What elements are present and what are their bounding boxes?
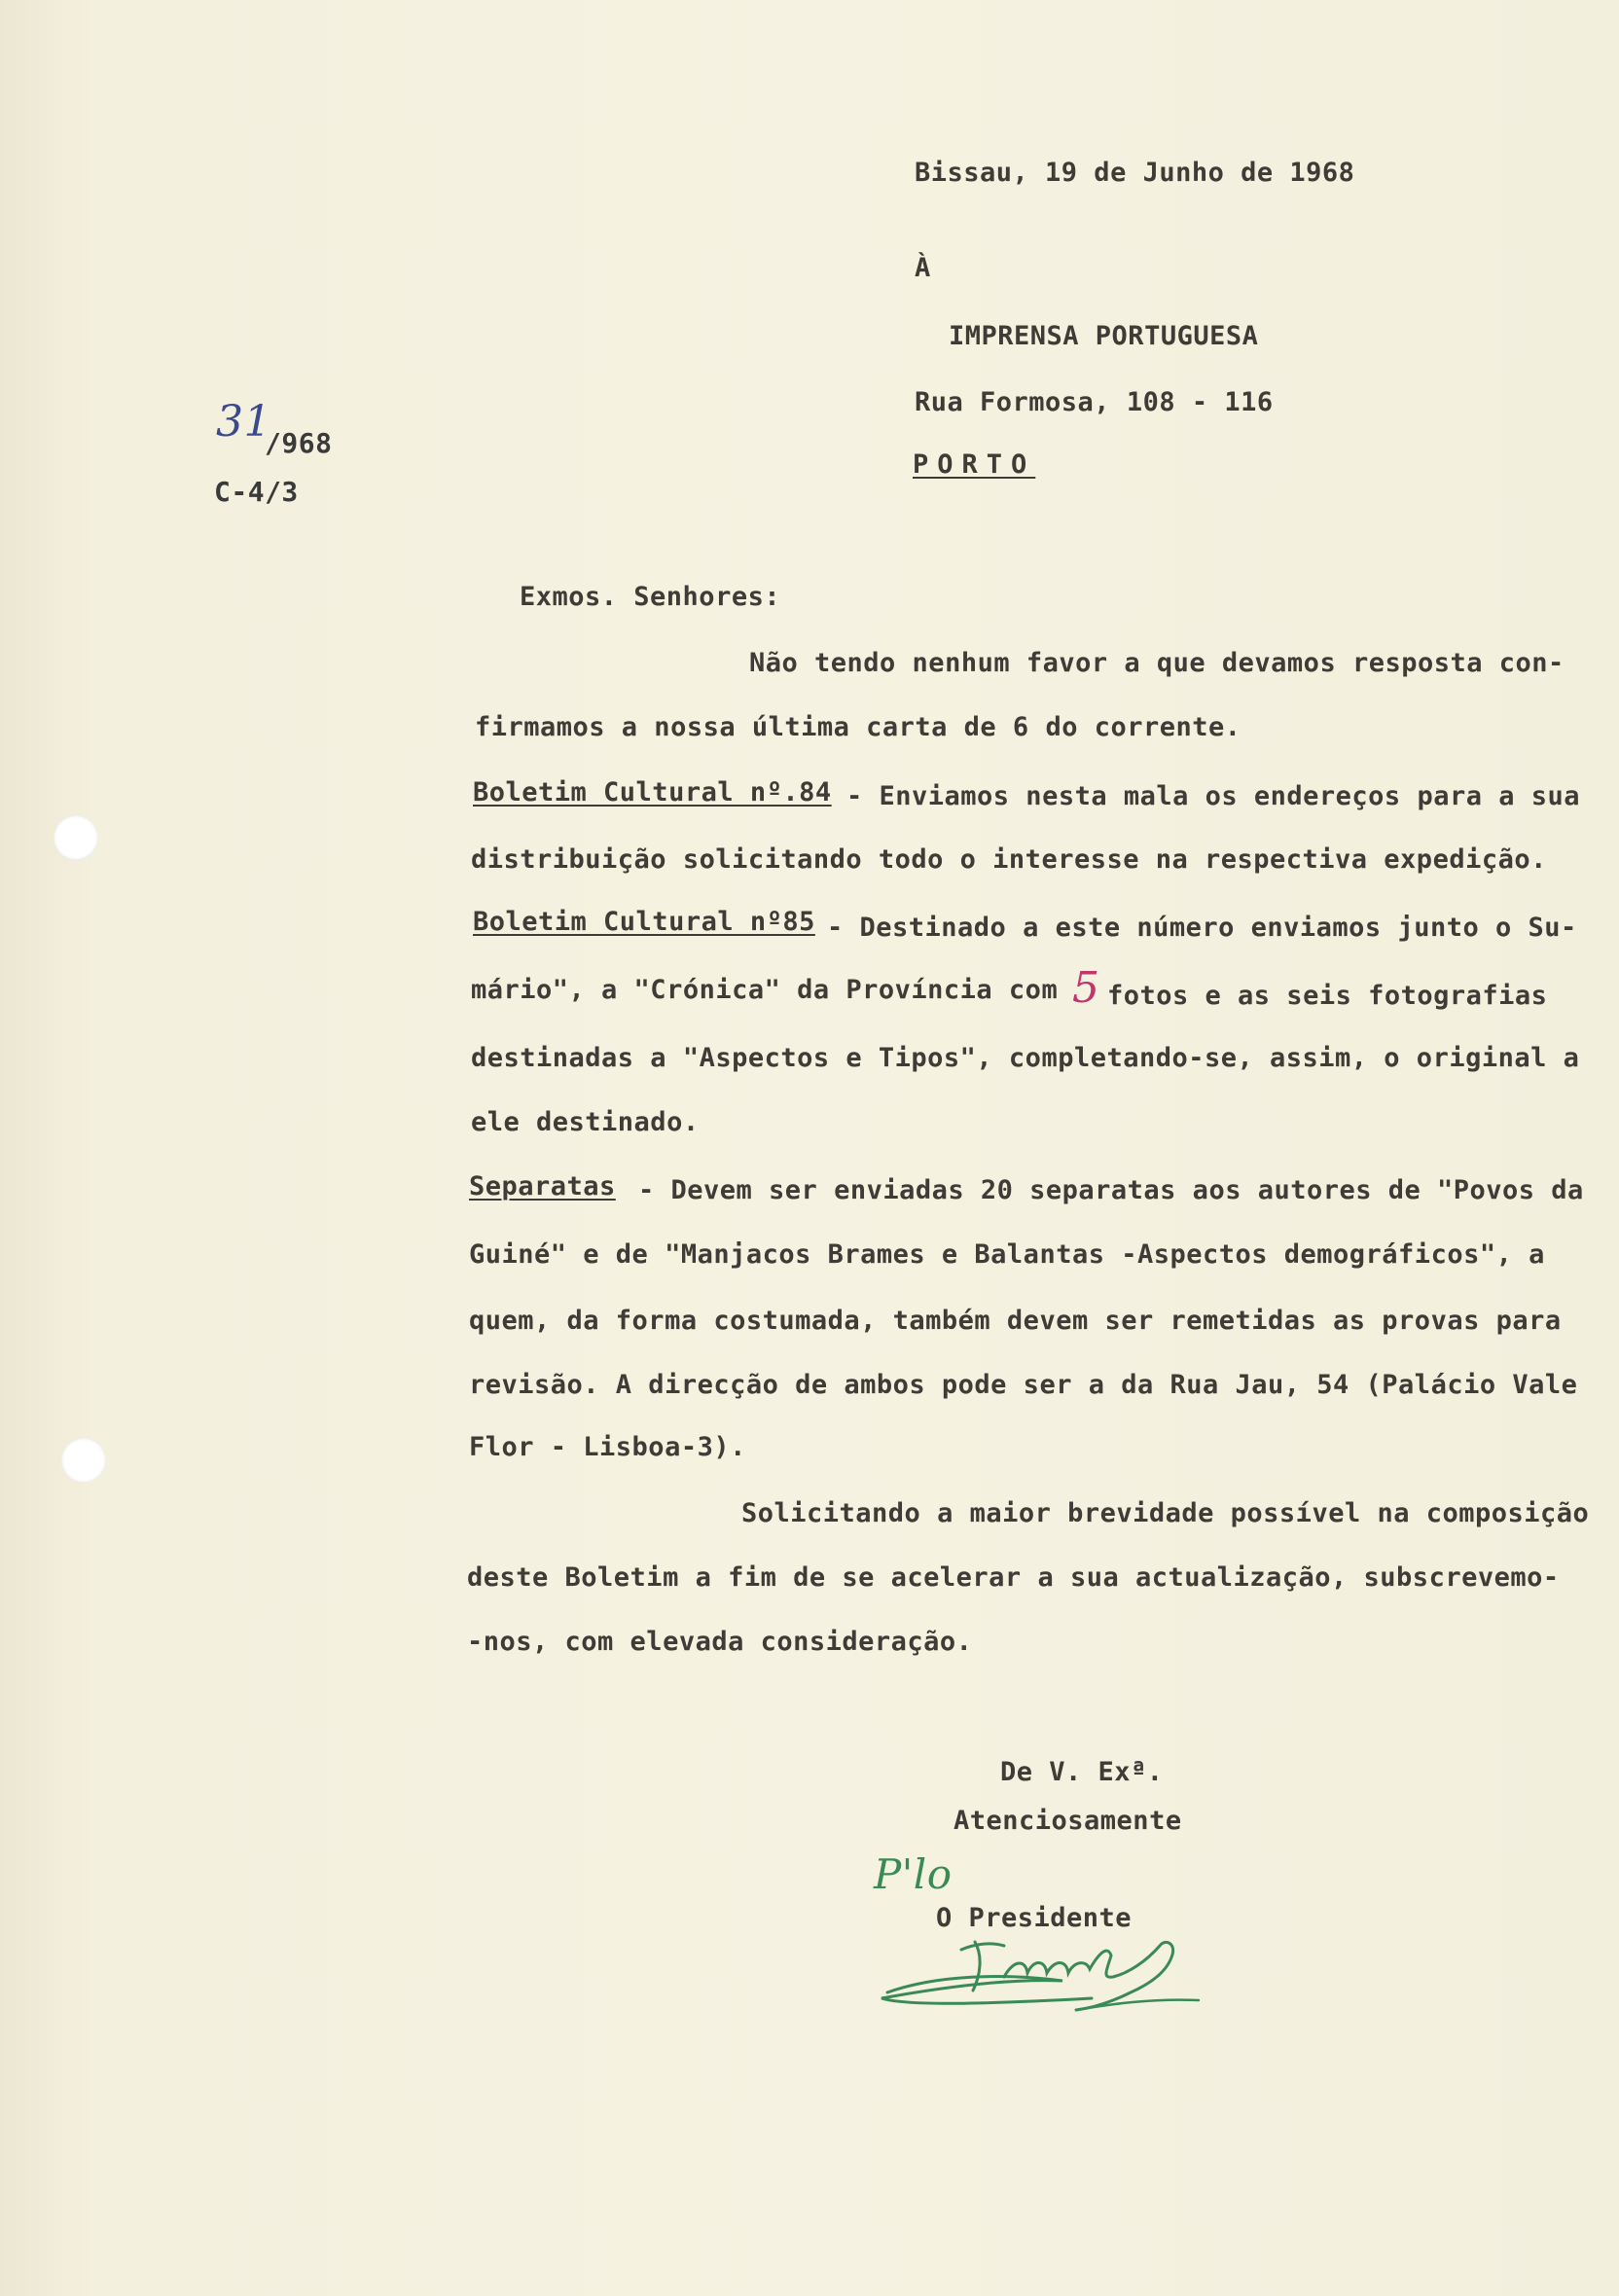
body-line: - Enviamos nesta mala os endereços para a sua [846, 781, 1580, 811]
handwritten-plo: P'lo [874, 1850, 953, 1898]
body-line: Guiné" e de "Manjacos Brames e Balantas -Aspectos demográficos", a [469, 1239, 1545, 1270]
reference-year: /968 [265, 427, 333, 459]
body-line: deste Boletim a fim de se acelerar a sua actualização, subscrevemo- [467, 1562, 1560, 1593]
item84-label: Boletim Cultural nº.84 [473, 777, 832, 807]
body-line: destinadas a "Aspectos e Tipos", completando-se, assim, o original a [471, 1043, 1580, 1073]
body-line: distribuição solicitando todo o interesse na respectiva expedição. [471, 844, 1547, 875]
salutation: Exmos. Senhores: [520, 582, 781, 612]
recipient-name: IMPRENSA PORTUGUESA [949, 321, 1259, 351]
signoff-line2: Atenciosamente [953, 1806, 1182, 1836]
body-line: fotos e as seis fotografias [1107, 981, 1548, 1011]
item85-label: Boletim Cultural nº85 [473, 907, 815, 937]
body-line: -nos, com elevada consideração. [467, 1627, 973, 1657]
body-line: Flor - Lisboa-3). [469, 1432, 746, 1462]
body-line: revisão. A direcção de ambos pode ser a da Rua Jau, 54 (Palácio Vale [469, 1370, 1578, 1400]
signature [868, 1917, 1228, 2024]
reference-code: C-4/3 [214, 476, 299, 508]
recipient-prefix: À [915, 253, 931, 283]
body-line: - Devem ser enviadas 20 separatas aos autores de "Povos da [638, 1175, 1584, 1205]
punch-hole-upper [54, 815, 98, 860]
place-date: Bissau, 19 de Junho de 1968 [915, 158, 1355, 188]
recipient-street: Rua Formosa, 108 - 116 [915, 387, 1274, 417]
punch-hole-lower [61, 1438, 106, 1483]
body-line: Solicitando a maior brevidade possível na composição [741, 1498, 1590, 1528]
reference-number-handwritten: 31 [216, 397, 271, 447]
handwritten-photo-count: 5 [1072, 963, 1100, 1013]
body-line: firmamos a nossa última carta de 6 do corrente. [475, 712, 1241, 742]
signoff-line1: De V. Exª. [1000, 1757, 1164, 1787]
body-line: - Destinado a este número enviamos junto o Su- [827, 913, 1577, 943]
body-line: ele destinado. [471, 1107, 700, 1137]
separatas-label: Separatas [469, 1171, 616, 1202]
body-line: quem, da forma costumada, também devem ser remetidas as provas para [469, 1306, 1562, 1336]
body-line: Não tendo nenhum favor a que devamos resposta con- [749, 648, 1565, 678]
body-line: mário", a "Crónica" da Província com [471, 975, 1059, 1005]
recipient-city: PORTO [913, 449, 1036, 480]
signoff-title: O Presidente [936, 1903, 1133, 1933]
